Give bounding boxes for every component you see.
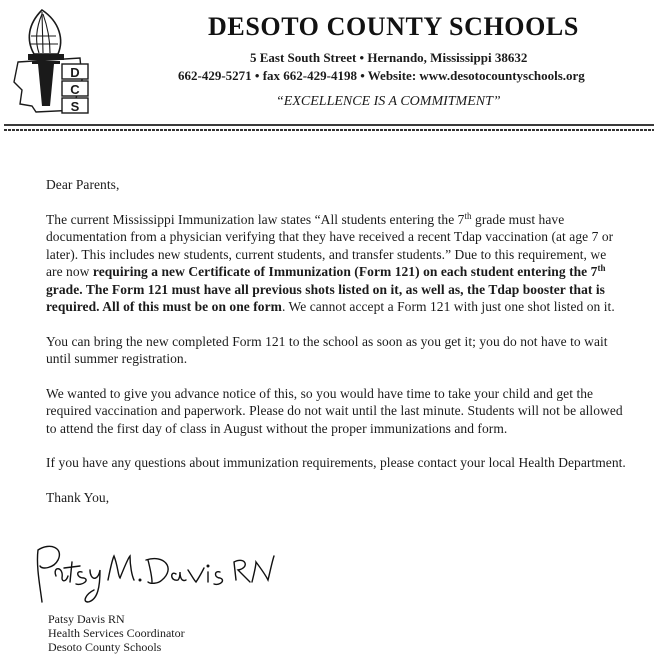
signer-organization: Desoto County Schools <box>48 640 162 654</box>
district-logo <box>6 6 98 118</box>
greeting: Dear Parents, <box>46 177 120 192</box>
header-divider-dotted <box>4 129 654 131</box>
signer-title: Health Services Coordinator <box>48 626 185 640</box>
svg-text:C: C <box>70 82 80 97</box>
handwritten-signature <box>30 536 280 612</box>
paragraph-immunization-law: The current Mississippi Immunization law states “All students entering the 7th grade must have documentation from a physician verifying that they have received a recent Tdap vaccination (at age 7 or later). This includes new students, current students, and transfer students.” Due to this requirement, we are now requiring a new Certificate of Immunization (Form 121) on each student entering the 7th grade. The Form 121 must have all previous shots listed on it, as well as, the Tdap booster that is required. All of this must be on one form. We cannot accept a Form 121 with just one shot listed on it. <box>46 210 615 314</box>
paragraph-bring-form: You can bring the new completed Form 121 to the school as soon as you get it; you do not have to wait until summer registration. <box>46 333 608 366</box>
paragraph-questions: If you have any questions about immunization requirements, please contact your local Health Department. <box>46 455 626 470</box>
school-motto: “EXCELLENCE IS A COMMITMENT” <box>276 94 501 109</box>
school-address: 5 East South Street • Hernando, Mississippi 38632 <box>250 50 528 65</box>
signer-name: Patsy Davis RN <box>48 612 125 626</box>
letter-body <box>46 176 626 523</box>
torch-flame-icon <box>29 10 60 54</box>
header-divider <box>4 124 654 126</box>
signature-block <box>48 612 185 654</box>
school-contact: 662-429-5271 • fax 662-429-4198 • Website: www.desotocountyschools.org <box>178 68 585 83</box>
closing: Thank You, <box>46 489 110 505</box>
paragraph-advance-notice: We wanted to give you advance notice of this, so you would have time to take your child and get the required vaccination and paperwork. Please do not wait until the last minute. Students will not be allowed to attend the first day of class in August without the proper immunizations and form. <box>46 385 623 436</box>
svg-text:D: D <box>70 65 80 80</box>
logo-lettering <box>62 64 88 114</box>
svg-text:S: S <box>70 99 80 114</box>
school-name: DESOTO COUNTY SCHOOLS <box>208 12 579 41</box>
